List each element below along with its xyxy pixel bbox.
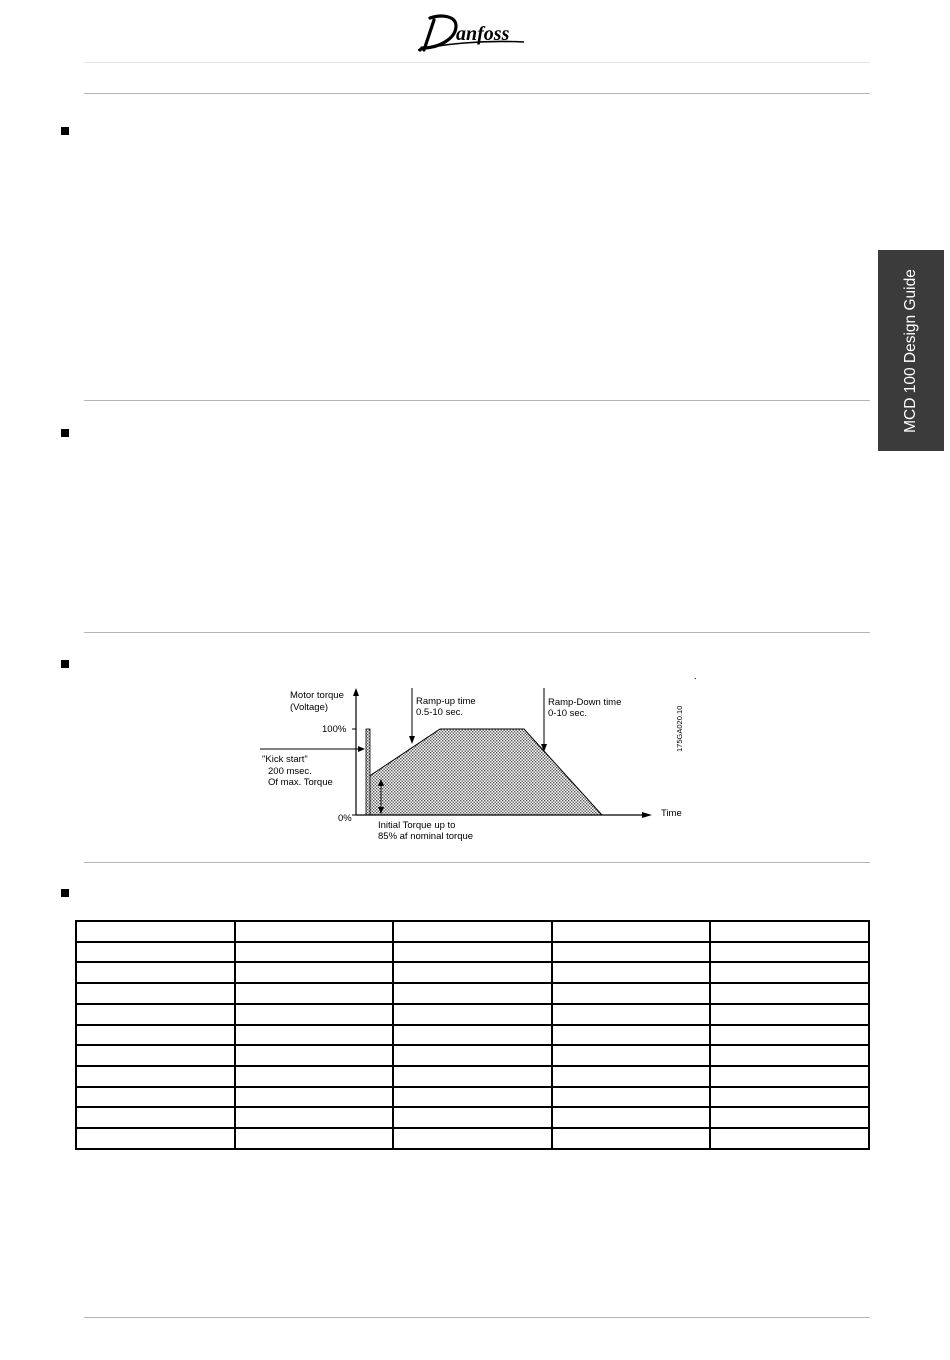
table-row xyxy=(76,1066,869,1087)
tick-label-100: 100% xyxy=(322,724,347,735)
kick-start-label-1: "Kick start" xyxy=(262,754,308,765)
table-cell xyxy=(393,1087,552,1108)
section-rule-1 xyxy=(84,400,870,401)
side-tab xyxy=(878,250,944,451)
table-cell xyxy=(552,1025,711,1046)
table-cell xyxy=(235,1066,394,1087)
x-axis-arrow xyxy=(642,812,652,818)
table-cell xyxy=(552,921,711,942)
table-cell xyxy=(393,1004,552,1025)
ramp-up-label-2: 0.5-10 sec. xyxy=(416,707,463,718)
section-bullet-2 xyxy=(61,429,69,437)
table-cell xyxy=(710,983,869,1004)
y-axis-label-2: (Voltage) xyxy=(290,702,329,713)
table-row xyxy=(76,1025,869,1046)
table-cell xyxy=(393,942,552,963)
table-cell xyxy=(76,962,235,983)
table-cell xyxy=(552,1066,711,1087)
table-row xyxy=(76,1087,869,1108)
table-cell xyxy=(710,1087,869,1108)
figure-code: 175GA020.10 xyxy=(675,705,684,752)
table-cell xyxy=(76,1107,235,1128)
table-cell xyxy=(76,1066,235,1087)
table-cell xyxy=(76,942,235,963)
table-cell xyxy=(710,1066,869,1087)
table-cell xyxy=(393,1045,552,1066)
table-cell xyxy=(235,983,394,1004)
table-cell xyxy=(393,1066,552,1087)
initial-torque-label-2: 85% af nominal torque xyxy=(378,831,474,842)
table-row xyxy=(76,942,869,963)
table-cell xyxy=(552,1045,711,1066)
section-bullet-3 xyxy=(61,660,69,668)
header-rule xyxy=(84,93,870,94)
section-bullet-4 xyxy=(61,889,69,897)
table-cell xyxy=(710,1045,869,1066)
table-cell xyxy=(393,1128,552,1149)
ramp-down-label-2: 0-10 sec. xyxy=(548,708,588,719)
kick-start-label-2: 200 msec. xyxy=(268,766,312,777)
side-tab-label: MCD 100 Design Guide xyxy=(902,268,919,433)
table-cell xyxy=(710,1128,869,1149)
y-axis-label-1: Motor torque xyxy=(290,690,344,701)
table-row xyxy=(76,1107,869,1128)
section-rule-3 xyxy=(84,862,870,863)
data-table xyxy=(75,920,870,1150)
y-axis-arrow xyxy=(353,688,359,696)
footer-rule xyxy=(84,1317,870,1318)
kick-start-label-3: Of max. Torque xyxy=(268,777,333,788)
x-axis-label: Time xyxy=(661,808,682,819)
table-cell xyxy=(552,1128,711,1149)
table-cell xyxy=(393,1025,552,1046)
table-cell xyxy=(235,1045,394,1066)
table-cell xyxy=(710,1025,869,1046)
table-cell xyxy=(76,1045,235,1066)
table-cell xyxy=(235,1025,394,1046)
table-row xyxy=(76,1004,869,1025)
table-cell xyxy=(552,1004,711,1025)
danfoss-logo xyxy=(412,10,542,56)
table-cell xyxy=(76,1087,235,1108)
ramp-up-label-1: Ramp-up time xyxy=(416,696,476,707)
table-cell xyxy=(76,1004,235,1025)
table-cell xyxy=(552,1087,711,1108)
table-cell xyxy=(552,942,711,963)
table-cell xyxy=(552,962,711,983)
table-row xyxy=(76,921,869,942)
table-cell xyxy=(710,942,869,963)
table-row xyxy=(76,1045,869,1066)
table-cell xyxy=(710,1004,869,1025)
initial-torque-label-1: Initial Torque up to xyxy=(378,820,456,831)
table-cell xyxy=(393,983,552,1004)
table-cell xyxy=(235,1087,394,1108)
table-cell xyxy=(393,921,552,942)
table-cell xyxy=(235,1004,394,1025)
table-cell xyxy=(76,1128,235,1149)
tick-label-0: 0% xyxy=(338,813,352,824)
table-cell xyxy=(76,1025,235,1046)
table-cell xyxy=(235,962,394,983)
table-cell xyxy=(710,921,869,942)
table-cell xyxy=(552,983,711,1004)
table-cell xyxy=(235,942,394,963)
kick-start-bar xyxy=(366,729,370,815)
table-cell xyxy=(393,1107,552,1128)
section-rule-2 xyxy=(84,632,870,633)
ramp-down-label-1: Ramp-Down time xyxy=(548,697,622,708)
table-cell xyxy=(235,1107,394,1128)
table-cell xyxy=(710,962,869,983)
table-cell xyxy=(552,1107,711,1128)
torque-area xyxy=(368,729,602,815)
table-cell xyxy=(76,983,235,1004)
table-cell xyxy=(235,1128,394,1149)
svg-text:anfoss: anfoss xyxy=(456,23,510,45)
table-cell xyxy=(710,1107,869,1128)
table-row xyxy=(76,1128,869,1149)
table-cell xyxy=(235,921,394,942)
table-row xyxy=(76,962,869,983)
header-top-rule xyxy=(84,62,870,63)
section-bullet-1 xyxy=(61,127,69,135)
table-row xyxy=(76,983,869,1004)
table-cell xyxy=(76,921,235,942)
torque-diagram xyxy=(250,668,710,848)
table-cell xyxy=(393,962,552,983)
